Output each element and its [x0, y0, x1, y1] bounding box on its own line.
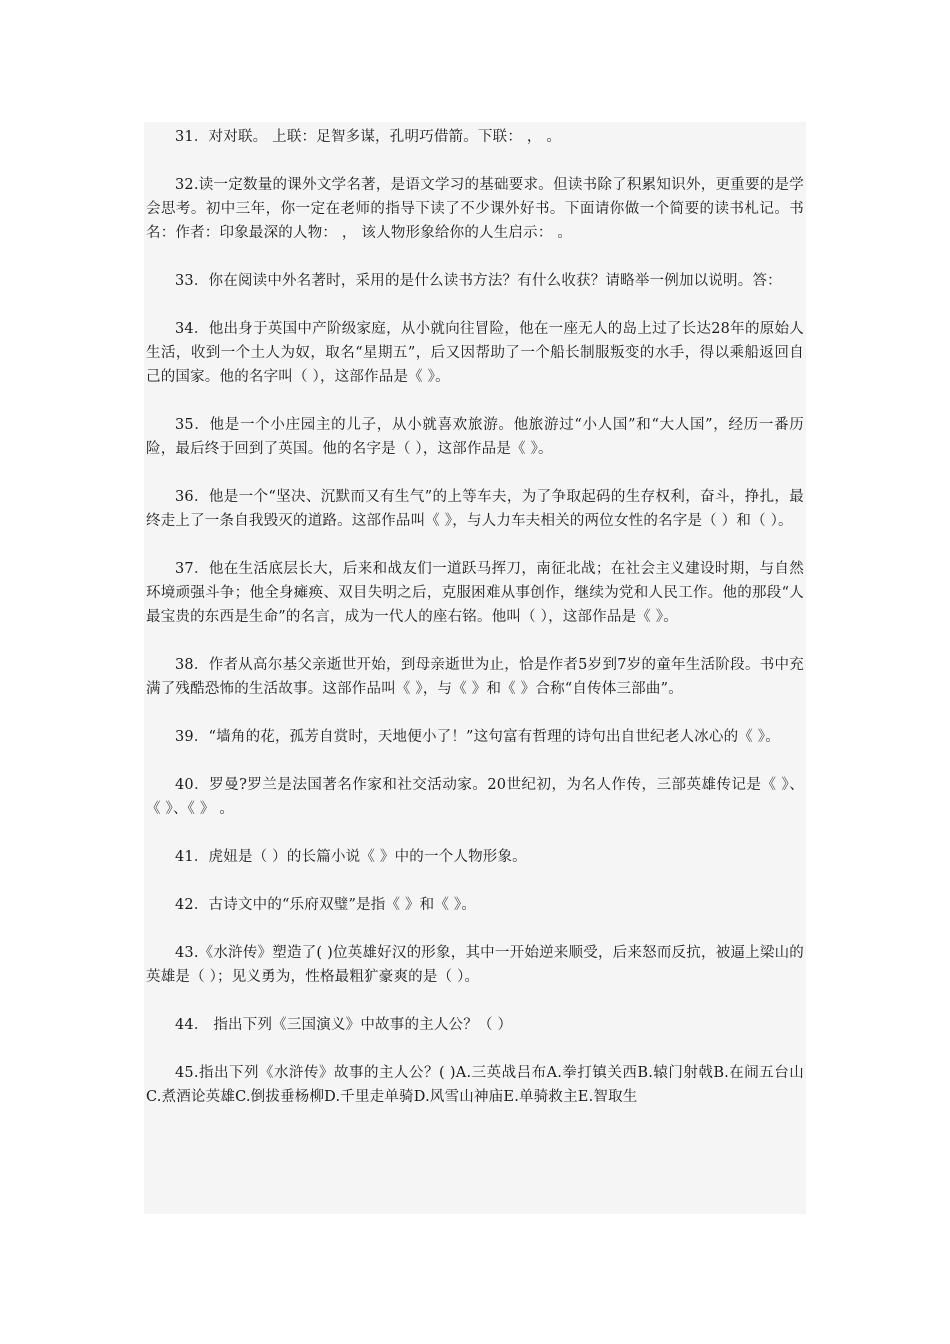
question-35: 35．他是一个小庄园主的儿子，从小就喜欢旅游。他旅游过“小人国”和“大人国”，经历一番历险，最后终于回到了英国。他的名字是（ ），这部作品是《 》。: [146, 417, 804, 457]
question-33: 33．你在阅读中外名著时，采用的是什么读书方法？有什么收获？请略举一例加以说明。答：: [175, 273, 782, 289]
question-36: 36．他是一个“坚决、沉默而又有生气”的上等车夫，为了争取起码的生存权利，奋斗，挣扎，最终走上了一条自我毁灭的道路。这部作品叫《 》，与人力车夫相关的两位女性的名字是（ ）和（ ）。: [146, 489, 804, 529]
question-43: 43.《水浒传》塑造了( )位英雄好汉的形象，其中一开始逆来顺受，后来怒而反抗，被逼上梁山的英雄是（ ）；见义勇为，性格最粗犷豪爽的是（ ）。: [146, 945, 804, 985]
question-45: 45.指出下列《水浒传》故事的主人公？( )A.三英战吕布A.拳打镇关西B.辕门射戟B.在闹五台山C.煮酒论英雄C.倒拔垂杨柳D.千里走单骑D.风雪山神庙E.单骑救主E.智取生: [146, 1065, 804, 1105]
question-41: 41．虎妞是（ ）的长篇小说《 》中的一个人物形象。: [175, 849, 527, 865]
question-37: 37．他在生活底层长大，后来和战友们一道跃马挥刀，南征北战；在社会主义建设时期，与自然环境顽强斗争；他全身瘫痪、双目失明之后，克服困难从事创作，继续为党和人民工作。他的那段“人最宝贵的东西是生命”的名言，成为一代人的座右铭。他叫（ ），这部作品是《 》。: [146, 561, 804, 625]
question-34: 34．他出身于英国中产阶级家庭，从小就向往冒险，他在一座无人的岛上过了长达28年的原始人生活，收到一个土人为奴，取名“星期五”，后又因帮助了一个船长制服叛变的水手，得以乘船返回自己的国家。他的名字叫（ ），这部作品是《 》。: [146, 321, 804, 385]
question-31: 31．对对联。 上联：足智多谋，孔明巧借箭。下联： ， 。: [175, 129, 562, 145]
question-39: 39．“墙角的花，孤芳自赏时，天地便小了！”这句富有哲理的诗句出自世纪老人冰心的《 》。: [175, 729, 780, 745]
question-32: 32.读一定数量的课外文学名著，是语文学习的基础要求。但读书除了积累知识外，更重要的是学会思考。初中三年，你一定在老师的指导下读了不少课外好书。下面请你做一个简要的读书札记。书名：作者：印象最深的人物： ， 该人物形象给你的人生启示： 。: [146, 177, 804, 241]
question-list: [144, 122, 806, 1214]
question-38: 38．作者从高尔基父亲逝世开始，到母亲逝世为止，恰是作者5岁到7岁的童年生活阶段。书中充满了残酷恐怖的生活故事。这部作品叫《 》，与《 》和《 》合称“自传体三部曲”。: [146, 657, 804, 697]
question-44: 44． 指出下列《三国演义》中故事的主人公？（ ）: [175, 1017, 513, 1033]
question-40: 40．罗曼?罗兰是法国著名作家和社交活动家。20世纪初，为名人作传，三部英雄传记是《 》、 《 》、《 》 。: [146, 777, 804, 817]
question-42: 42．古诗文中的“乐府双璧”是指《 》和《 》。: [175, 897, 477, 913]
